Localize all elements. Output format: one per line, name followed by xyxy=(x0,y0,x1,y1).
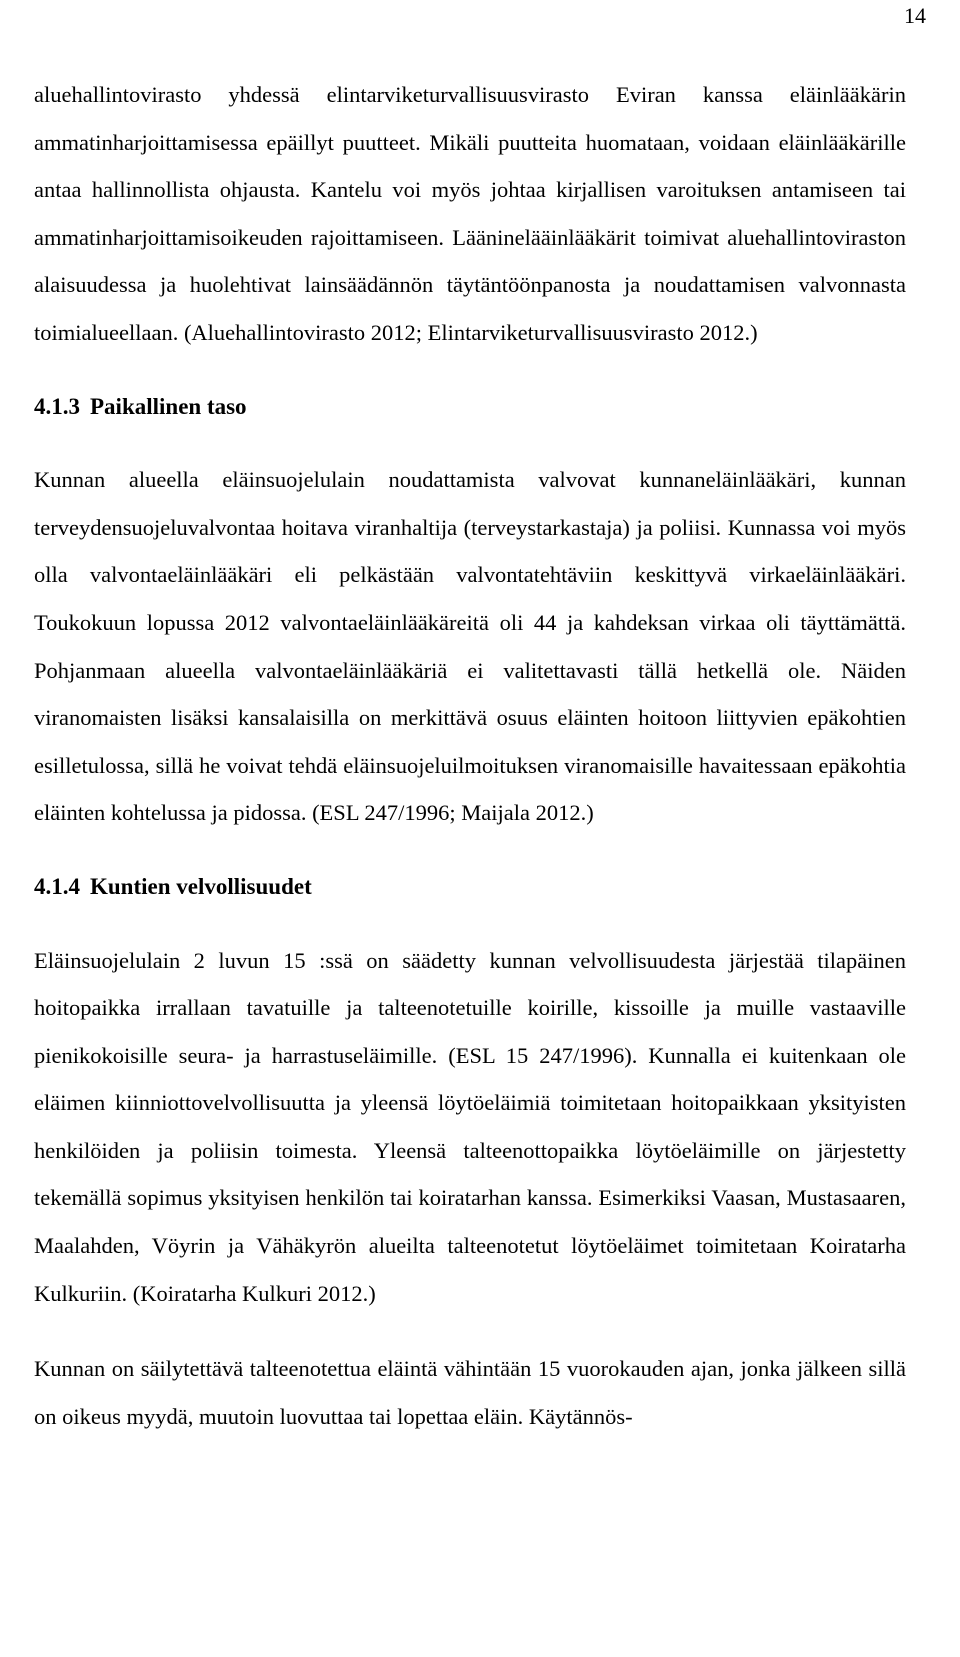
paragraph-kuntien-velvollisuudet: Eläinsuojelulain 2 luvun 15 :ssä on säädetty kunnan velvollisuudesta järjestää tilapäinen hoitopaikka irrallaan tavatuille ja talteenotetuille koirille, kissoille ja muille vastaaville pienikokoisille seura- ja harrastuseläimille. (ESL 15 247/1996). Kunnalla ei kuitenkaan ole eläimen kiinniottovelvollisuutta ja yleensä löytöeläimiä toimitetaan hoitopaikkaan yksityisten henkilöiden ja poliisin toimesta. Yleensä talteenottopaikka löytöeläimille on järjestetty tekemällä sopimus yksityisen henkilön tai koiratarhan kanssa. Esimerkiksi Vaasan, Mustasaaren, Maalahden, Vöyrin ja Vähäkyrön alueilta talteenotetut löytöeläimet toimitetaan Koiratarha Kulkuriin. (Koiratarha Kulkuri 2012.) xyxy=(34,947,906,1306)
page-number: 14 xyxy=(904,3,926,28)
paragraph-paikallinen-taso: Kunnan alueella eläinsuojelulain noudattamista valvovat kunnaneläinlääkäri, kunnan terveydensuojeluvalvontaa hoitava viranhaltija (terveystarkastaja) ja poliisi. Kunnassa voi myös olla valvontaeläinlääkäri eli pelkästään valvontatehtäviin keskittyvä virkaeläinlääkäri. Toukokuun lopussa 2012 valvontaeläinlääkäreitä oli 44 ja kahdeksan virkaa oli täyttämättä. Pohjanmaan alueella valvontaeläinlääkäriä ei valitettavasti tällä hetkellä ole. Näiden viranomaisten lisäksi kansalaisilla on merkittävä osuus eläinten hoitoon liittyvien epäkohtien esilletulossa, sillä he voivat tehdä eläinsuojeluilmoituksen viranomaisille havaitessaan epäkohtia eläinten kohtelussa ja pidossa. (ESL 247/1996; Maijala 2012.) xyxy=(34,467,906,826)
section-title: Paikallinen taso xyxy=(90,393,247,419)
paragraph-sailytys: Kunnan on säilytettävä talteenotettua eläintä vähintään 15 vuorokauden ajan, jonka jälkeen sillä on oikeus myydä, muutoin luovuttaa tai lopettaa eläin. Käytännös- xyxy=(34,1356,906,1429)
document-body xyxy=(34,71,906,1440)
section-heading-4-1-3 xyxy=(34,383,906,431)
paragraph-aluehallintovirasto: aluehallintovirasto yhdessä elintarviketurvallisuusvirasto Eviran kanssa eläinlääkärin ammatinharjoittamisessa epäillyt puutteet. Mikäli puutteita huomataan, voidaan eläinlääkärille antaa hallinnollista ohjausta. Kantelu voi myös johtaa kirjallisen varoituksen antamiseen tai ammatinharjoittamisoikeuden rajoittamiseen. Lääninelääinlääkärit toimivat aluehallintoviraston alaisuudessa ja huolehtivat lainsäädännön täytäntöönpanosta ja noudattamisen valvonnasta toimialueellaan. (Aluehallintovirasto 2012; Elintarviketurvallisuusvirasto 2012.) xyxy=(34,82,906,345)
section-number: 4.1.4 xyxy=(34,873,80,899)
section-title: Kuntien velvollisuudet xyxy=(90,873,312,899)
section-number: 4.1.3 xyxy=(34,393,80,419)
section-heading-4-1-4 xyxy=(34,863,906,911)
